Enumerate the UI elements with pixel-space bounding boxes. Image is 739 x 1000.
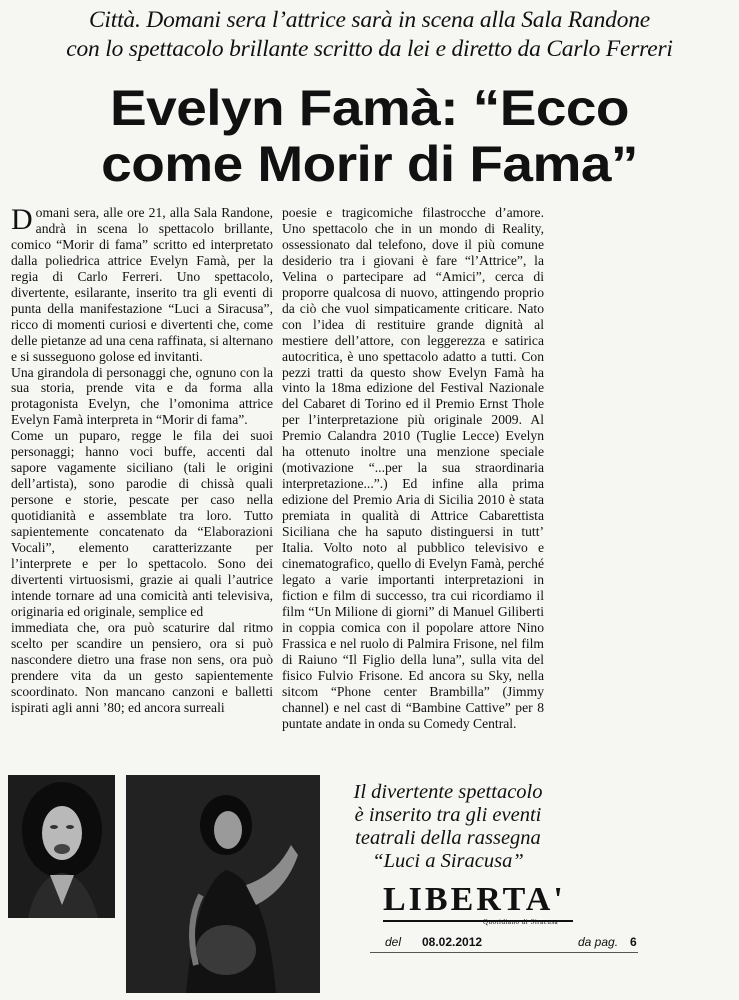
footer-del-label: del bbox=[385, 935, 402, 949]
headline-line-1: Evelyn Famà: “Ecco bbox=[110, 80, 629, 136]
article-paragraph: immediata che, ora può scaturire dal ritmo scelto per scandire un pensiero, ora si può nascondere dietro una frase non sens, ora può prendere vita da un gesto sapientemente scoordinato. Non mancano canzoni e balletti ispirati agli anni ’80; ed ancora surreali bbox=[11, 619, 273, 715]
footer-page-label: da pag. bbox=[578, 935, 619, 949]
newspaper-logo: LIBERTA' bbox=[383, 881, 566, 918]
footer-page-number: 6 bbox=[630, 935, 637, 949]
headline-line-2: come Morir di Fama” bbox=[101, 136, 638, 192]
article-column-2 bbox=[282, 205, 544, 731]
photo-actress-stage bbox=[126, 775, 320, 993]
article-paragraph: poesie e tragicomiche filastrocche d’amore. Uno spettacolo che in un mondo di Reality, ossessionato dal telefono, dove il più comune desiderio tra i giovani è fare “l’Attrice”, la Velina o partecipare ad “Amici”, cerca di proporre qualcosa di nuovo, attingendo proprio da ciò che vuol simpaticamente criticare. Nato con l’idea di restituire grande dignità al mestiere dell’attore, con leggerezza e satirica autocritica, è uno spettacolo adatto a tutti. Con pezzi tratti da questo show Evelyn Famà ha vinto la 18ma edizione del Festival Nazionale del Cabaret di Torino ed il Premio Ernst Thole per l’interpretazione più originale 2009. Al Premio Calandra 2010 (Tuglie Lecce) Evelyn ha ottenuto inoltre una menzione speciale (motivazione “...per la sua straordinaria interpretazione...”.) Ed infine alla prima edizione del Premio Aria di Sicilia 2010 è stata premiata in qualità di Attrice Cabarettista Siciliana che ha saputo distinguersi in tutt’ Italia. Volto noto al pubblico televisivo e cinematografico, quello di Evelyn Famà, perché legato a varie importanti interpretazioni in fiction e film di successo, tra cui ricordiamo il film “Un Milione di giorni” di Manuel Giliberti in coppia comica con il popolare attore Nino Frassica e nel ruolo di Palmira Frisone, nel film di Raiuno “Il Figlio della luna”, sulla vita del fisico Fulvio Frisone. Ed ancora su Sky, nella sitcom “Phone center Brambilla” (Jimmy channel) e nel cast di “Bambine Cattive” per 8 puntate andate in onda su Comedy Central. bbox=[282, 205, 544, 731]
footer-date: 08.02.2012 bbox=[422, 935, 483, 949]
newspaper-subtitle: Quotidiano di Siracusa bbox=[483, 918, 559, 926]
kicker bbox=[0, 6, 739, 64]
article-paragraph: Come un puparo, regge le fila dei suoi personaggi; hanno voci buffe, accenti dal sapore vagamente siciliano (tali le origini dell’artista), sono parodie di chissà quali persone e storie, pescate per caso nella quotidianità e assemblate tra loro. Tutto sapientemente concatenato da “Elaborazioni Vocali”, elemento caratterizzante per l’interprete e per lo spettacolo. Sono dei divertenti virtuosismi, grazie ai quali l’autrice intende tornare ad una comicità anti televisiva, originaria ed originale, semplice ed bbox=[11, 428, 273, 619]
kicker-line-1: Città. Domani sera l’attrice sarà in scena alla Sala Randone bbox=[88, 7, 651, 33]
headline bbox=[0, 80, 739, 192]
footer-divider bbox=[370, 952, 638, 953]
article-paragraph: Domani sera, alle ore 21, alla Sala Randone, andrà in scena lo spettacolo brillante, comico “Morir di fama” scritto ed interpretato dalla poliedrica attrice Evelyn Famà, per la regia di Carlo Ferreri. Uno spettacolo, divertente, esilarante, inserito tra gli eventi di punta della manifestazione “Luci a Siracusa”, ricco di momenti curiosi e divertenti che, come delle pietanze ad una cena raffinata, si alternano e si susseguono golose ed invitanti. bbox=[11, 203, 273, 364]
drop-cap: D bbox=[11, 203, 33, 236]
article-column-1 bbox=[11, 205, 273, 716]
article-paragraph: Una girandola di personaggi che, ognuno con la sua storia, prende vita e da forma alla protagonista Evelyn, che l’omonima attrice Evelyn Famà interpreta in “Morir di fama”. bbox=[11, 364, 273, 428]
portrait-image bbox=[8, 775, 115, 918]
photo-actress-portrait bbox=[8, 775, 115, 918]
photo-caption: Il divertente spettacolo è inserito tra gli eventi teatrali della rassegna “Luci a Siracusa” bbox=[353, 781, 543, 872]
stage-image bbox=[126, 775, 320, 993]
kicker-line-2: con lo spettacolo brillante scritto da lei e diretto da Carlo Ferreri bbox=[66, 36, 673, 62]
